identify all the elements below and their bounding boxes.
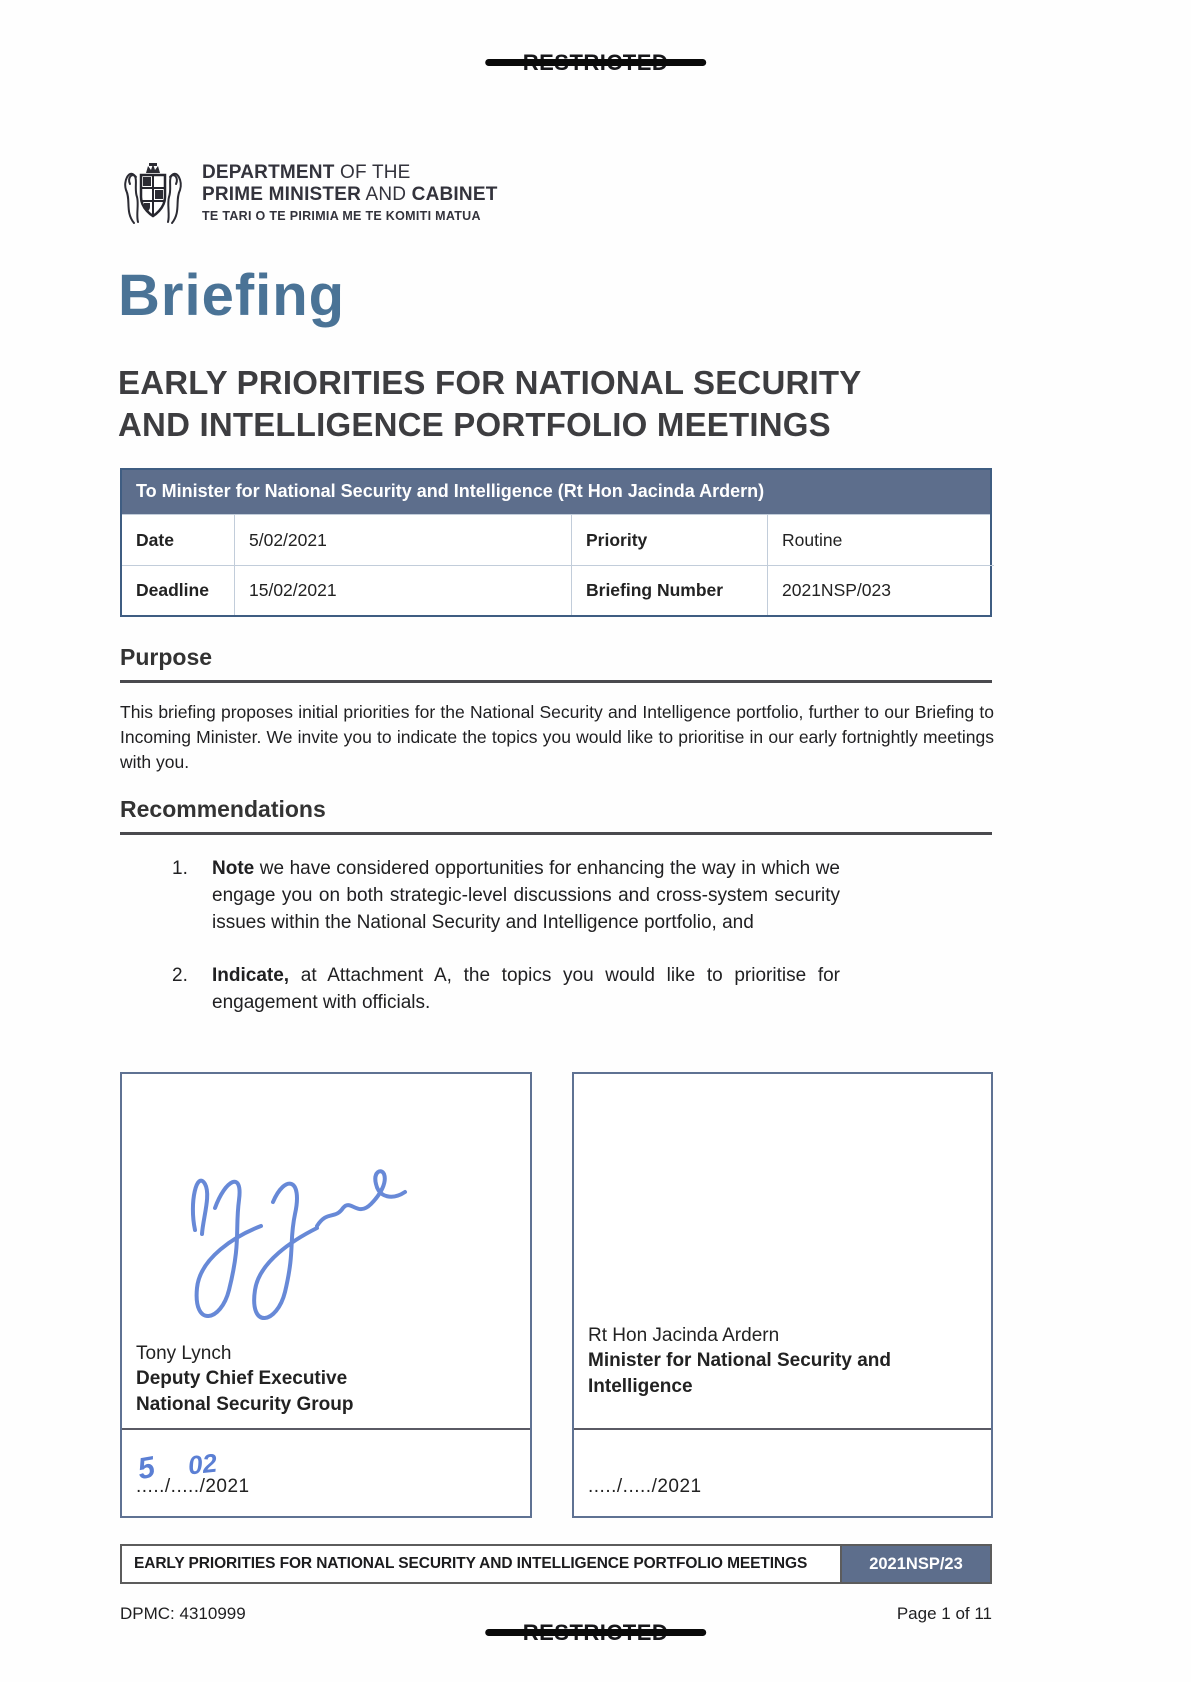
document-type-title: Briefing <box>118 263 346 328</box>
date-line: ...../...../2021 <box>136 1476 250 1497</box>
purpose-body: This briefing proposes initial priorities for the National Security and Intelligence portfolio, further to our Briefing to Incoming Minister. We invite you to indicate the topics you would like to prioritise in our early fortnightly meetings with you. <box>120 702 994 772</box>
deadline-value: 15/02/2021 <box>234 565 571 615</box>
priority-value: Routine <box>767 515 994 565</box>
signatory-name: Rt Hon Jacinda Ardern <box>588 1324 780 1346</box>
page-number: Page 1 of 11 <box>896 1604 992 1623</box>
recommendations-heading: Recommendations <box>120 796 992 835</box>
dpmc-logo <box>116 160 498 233</box>
list-item <box>172 856 840 937</box>
briefing-number-label: Briefing Number <box>571 565 767 615</box>
list-item <box>172 963 840 1017</box>
footer-title: EARLY PRIORITIES FOR NATIONAL SECURITY AND INTELLIGENCE PORTFOLIO MEETINGS <box>134 1555 808 1572</box>
handwritten-month: 02 <box>186 1447 219 1481</box>
table-row <box>122 515 990 565</box>
item-number: 1. <box>172 858 188 879</box>
strikethrough-bar <box>485 1629 707 1636</box>
signature-area <box>122 1074 530 1428</box>
item-number: 2. <box>172 964 188 986</box>
document-id: DPMC: 4310999 <box>120 1604 246 1623</box>
item-text: Note we have considered opportunities for enhancing the way in which we engage you on both strategic-level discussions and cross-system security issues within the National Security and Intelligence portfolio, and <box>212 858 840 933</box>
briefing-info-table <box>120 468 992 617</box>
date-label: Date <box>136 529 174 550</box>
purpose-heading: Purpose <box>120 644 992 683</box>
document-title-line-1: EARLY PRIORITIES FOR NATIONAL SECURITY <box>118 364 862 401</box>
classification-stamp-top <box>523 50 669 76</box>
signatory-group: National Security Group <box>136 1394 354 1416</box>
deadline-label: Deadline <box>122 565 234 615</box>
handwritten-signature-icon <box>177 1122 442 1357</box>
priority-label: Priority <box>571 515 767 565</box>
signatory-title: Deputy Chief Executive <box>136 1368 348 1390</box>
signatory-name: Tony Lynch <box>136 1342 232 1364</box>
footer-reference-badge: 2021NSP/23 <box>840 1546 990 1582</box>
handwritten-day: 5 <box>135 1450 158 1487</box>
date-value: 5/02/2021 <box>234 515 571 565</box>
recommendations-list <box>172 856 840 1017</box>
table-row <box>122 565 990 615</box>
signatory-title: Minister for National Security and <box>588 1350 891 1372</box>
date-signed-area <box>574 1430 991 1516</box>
strikethrough-bar <box>485 59 707 66</box>
date-signed-area <box>122 1430 530 1516</box>
signature-block-minister <box>572 1072 993 1518</box>
footer-title-bar <box>120 1544 992 1584</box>
document-title <box>118 362 998 445</box>
item-text: Indicate, at Attachment A, the topics you would like to prioritise for engagement with officials. <box>212 964 840 1013</box>
document-title-line-2: AND INTELLIGENCE PORTFOLIO MEETINGS <box>118 405 831 443</box>
logo-line-1: DEPARTMENT OF THE <box>202 162 411 183</box>
signature-area <box>574 1074 991 1428</box>
logo-line-maori: TE TARI O TE PIRIMIA ME TE KOMITI MATUA <box>202 209 481 223</box>
briefing-number-value: 2021NSP/023 <box>767 565 994 615</box>
logo-wordmark <box>202 160 498 223</box>
signatory-title-2: Intelligence <box>588 1376 693 1398</box>
logo-line-2: PRIME MINISTER AND CABINET <box>202 184 498 205</box>
signature-block-official <box>120 1072 532 1518</box>
nz-coat-of-arms-icon <box>116 160 190 233</box>
classification-stamp-bottom <box>523 1620 669 1646</box>
date-line: ...../...../2021 <box>588 1476 702 1497</box>
addressee-band: To Minister for National Security and Intelligence (Rt Hon Jacinda Ardern) <box>122 470 990 515</box>
signatory-identity <box>574 1323 991 1428</box>
